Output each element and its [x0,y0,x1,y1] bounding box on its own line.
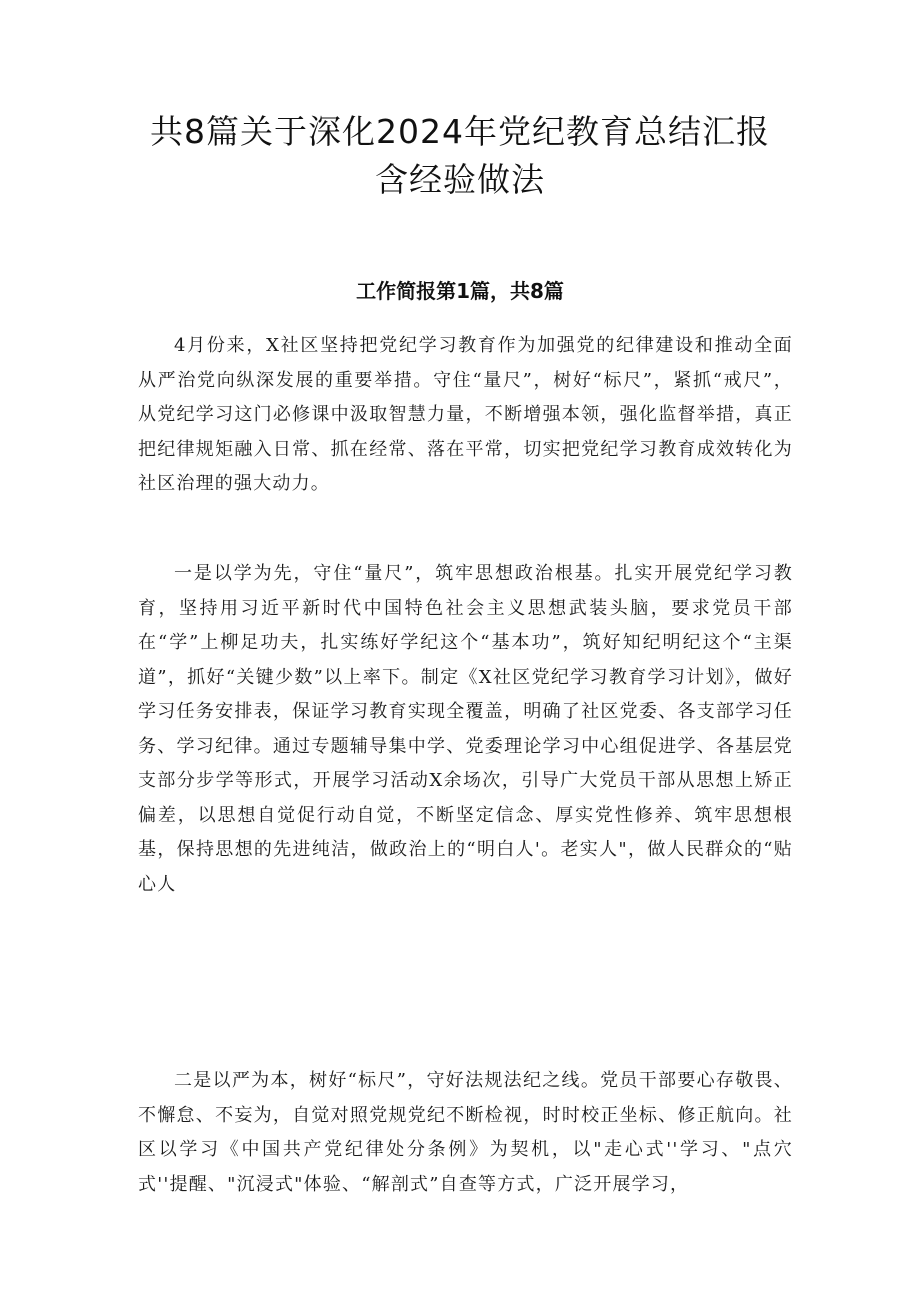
paragraph-point-two: 二是以严为本，树好“标尺”，守好法规法纪之线。党员干部要心存敬畏、不懈怠、不妄为，自觉对照党规党纪不断检视，时时校正坐标、修正航向。社区以学习《中国共产党纪律处分条例》为契机，以"走心式''学习、"点穴式''提醒、"沉浸式"体验、“解剖式”自查等方式，广泛开展学习， [138,1070,793,1195]
paragraph-point-one: 一是以学为先，守住“量尺”，筑牢思想政治根基。扎实开展党纪学习教育，坚持用习近平新时代中国特色社会主义思想武装头脑，要求党员干部在“学”上柳足功夫，扎实练好学纪这个“基本功”，筑好知纪明纪这个“主渠道”，抓好“关键少数”以上率下。制定《X社区党纪学习教育学习计划》，做好学习任务安排表，保证学习教育实现全覆盖，明确了社区党委、各支部学习任务、学习纪律。通过专题辅导集中学、党委理论学习中心组促进学、各基层党支部分步学等形式，开展学习活动X余场次，引导广大党员干部从思想上矫正偏差，以思想自觉促行动自觉，不断坚定信念、厚实党性修养、筑牢思想根基，保持思想的先进纯洁，做政治上的“明白人'。老实人"，做人民群众的“贴心人 [138,563,793,895]
document-title-line-2: 含经验做法 [375,160,545,199]
paragraph-intro: 4月份来，X社区坚持把党纪学习教育作为加强党的纪律建设和推动全面从严治党向纵深发展的重要举措。守住“量尺”，树好“标尺”，紧抓“戒尺”，从党纪学习这门必修课中汲取智慧力量，不断增强本领，强化监督举措，真正把纪律规矩融入日常、抓在经常、落在平常，切实把党纪学习教育成效转化为社区治理的强大动力。 [138,335,793,494]
section-heading: 工作简报第1篇，共8篇 [356,279,564,303]
document-title-line-1: 共8篇关于深化2024年党纪教育总结汇报 [150,112,770,151]
